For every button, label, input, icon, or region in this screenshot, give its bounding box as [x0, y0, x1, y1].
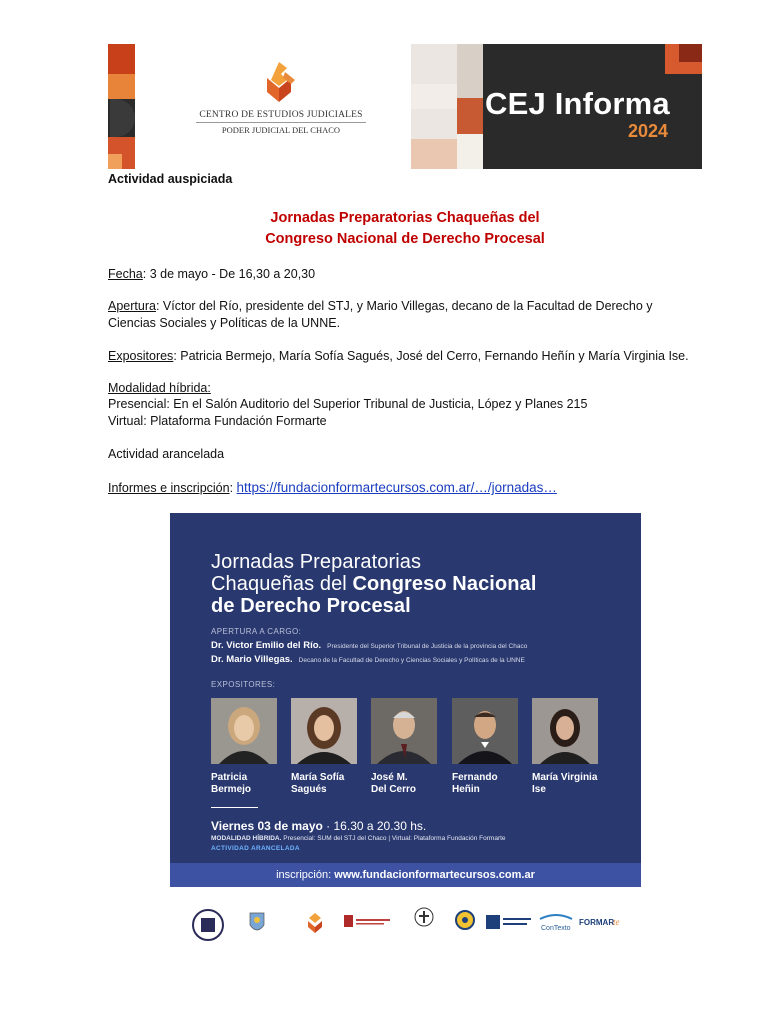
opener-2-role: Decano de la Facultad de Derecho y Ciencias Sociales y Políticas de la UNNE — [298, 657, 525, 664]
cej-logo — [196, 58, 366, 148]
opener-2 — [211, 654, 525, 665]
flyer-title-line2b: Congreso Nacional — [352, 573, 537, 595]
headline-line2: Congreso Nacional de Derecho Procesal — [265, 231, 545, 247]
auspiciada-label: Actividad auspiciada — [108, 172, 233, 186]
cej-informa-banner — [411, 44, 702, 169]
speaker-name-5: María Virginia Ise — [532, 772, 598, 795]
flyer-title-line2a: Chaqueñas del — [211, 573, 353, 595]
flyer-title — [211, 551, 536, 617]
contexto-logo-icon — [538, 911, 574, 933]
contexto-logo-text: ConTexto — [541, 925, 571, 932]
headline-line1: Jornadas Preparatorias Chaqueñas del — [270, 210, 540, 226]
stj-seal-icon — [192, 909, 224, 941]
speaker-name-1: Patricia Bermejo — [211, 772, 252, 795]
headline — [108, 208, 702, 250]
speaker-name-2: María Sofía Sagués — [291, 772, 345, 795]
presencial-text: Presencial: En el Salón Auditorio del Superior Tribunal de Justicia, López y Planes 215 — [108, 397, 588, 411]
speaker-photo-1 — [211, 698, 277, 764]
header-banner — [108, 44, 702, 169]
opener-2-name: Dr. Mario Villegas. — [211, 654, 293, 665]
informes-separator: : — [229, 481, 237, 495]
expositores-heading: EXPOSITORES: — [211, 680, 276, 689]
event-flyer — [170, 513, 641, 887]
fecha-line — [108, 266, 315, 282]
speaker-photo-3 — [371, 698, 437, 764]
informes-label: Informes e inscripción — [108, 481, 230, 495]
virtual-text: Virtual: Plataforma Fundación Formarte — [108, 414, 327, 428]
flyer-date-day: Viernes 03 de mayo — [211, 819, 323, 833]
unne-logo-icon — [342, 911, 392, 931]
flyer-modalidad-text: Presencial: SUM del STJ del Chaco | Virtual: Plataforma Fundación Formarte — [281, 835, 506, 842]
flyer-modalidad — [211, 835, 506, 842]
informes-line — [108, 480, 557, 496]
flyer-modalidad-label: MODALIDAD HÍBRIDA. — [211, 835, 282, 842]
flyer-title-line1: Jornadas Preparatorias — [211, 551, 422, 573]
flyer-arancelada: ACTIVIDAD ARANCELADA — [211, 845, 300, 852]
decorative-stripe — [108, 44, 135, 169]
speaker-photo-4 — [452, 698, 518, 764]
flyer-date-time: · 16.30 a 20.30 hs. — [322, 819, 427, 833]
divider — [211, 807, 258, 808]
apertura-heading: APERTURA A CARGO: — [211, 627, 302, 636]
arancelada-text: Actividad arancelada — [108, 447, 225, 461]
cej-logo-line1: CENTRO DE ESTUDIOS JUDICIALES — [196, 110, 366, 123]
apertura-value: : Víctor del Río, presidente del STJ, y Mario Villegas, decano de la Facultad de Derecho y — [155, 299, 653, 313]
banner-year: 2024 — [628, 121, 669, 141]
fecha-label: Fecha — [108, 267, 143, 281]
cej-emblem-icon — [257, 58, 305, 106]
opener-1-name: Dr. Victor Emilio del Río. — [211, 640, 322, 651]
flyer-title-line3: de Derecho Procesal — [211, 595, 411, 617]
svg-text:te: te — [613, 917, 620, 927]
formar-logo-text: FORMAR — [579, 918, 615, 927]
cej-small-logo-icon — [304, 911, 326, 933]
apertura-label: Apertura — [108, 299, 156, 313]
speaker-name-3: José M. Del Cerro — [371, 772, 417, 795]
expositores-line — [108, 348, 689, 364]
flyer-inscripcion-bar — [170, 863, 641, 887]
fecha-value: : 3 de mayo - De 16,30 a 20,30 — [142, 267, 316, 281]
colegio-logo-icon — [486, 913, 532, 933]
opener-1-role: Presidente del Superior Tribunal de Justicia de la provincia del Chaco — [327, 643, 528, 650]
formar-logo-icon — [578, 915, 624, 929]
speaker-photo-5 — [532, 698, 598, 764]
chaco-shield-icon — [248, 911, 266, 935]
opener-1 — [211, 640, 527, 651]
expositores-label: Expositores — [108, 349, 174, 363]
flyer-inscripcion-label: inscripción: — [276, 869, 335, 881]
ateneo-logo-icon — [454, 909, 476, 933]
modalidad-label: Modalidad híbrida: — [108, 381, 211, 395]
speaker-name-4: Fernando Heñin — [452, 772, 498, 795]
sponsor-logos — [170, 895, 641, 955]
apertura-line — [108, 298, 653, 314]
flyer-inscripcion-url: www.fundacionformartecursos.com.ar — [334, 869, 535, 881]
expositores-value: : Patricia Bermejo, María Sofía Sagués, José del Cerro, Fernando Heñín y María Virginia Ise. — [173, 349, 689, 363]
cross-emblem-icon — [414, 907, 434, 927]
banner-title: CEJ Informa — [485, 86, 670, 121]
speaker-photo-2 — [291, 698, 357, 764]
cej-logo-line2: PODER JUDICIAL DEL CHACO — [221, 125, 341, 135]
flyer-date — [211, 819, 426, 833]
apertura-line2: Ciencias Sociales y Políticas de la UNNE. — [108, 316, 341, 330]
inscripcion-link[interactable]: https://fundacionformartecursos.com.ar/…/jornadas… — [236, 480, 557, 495]
